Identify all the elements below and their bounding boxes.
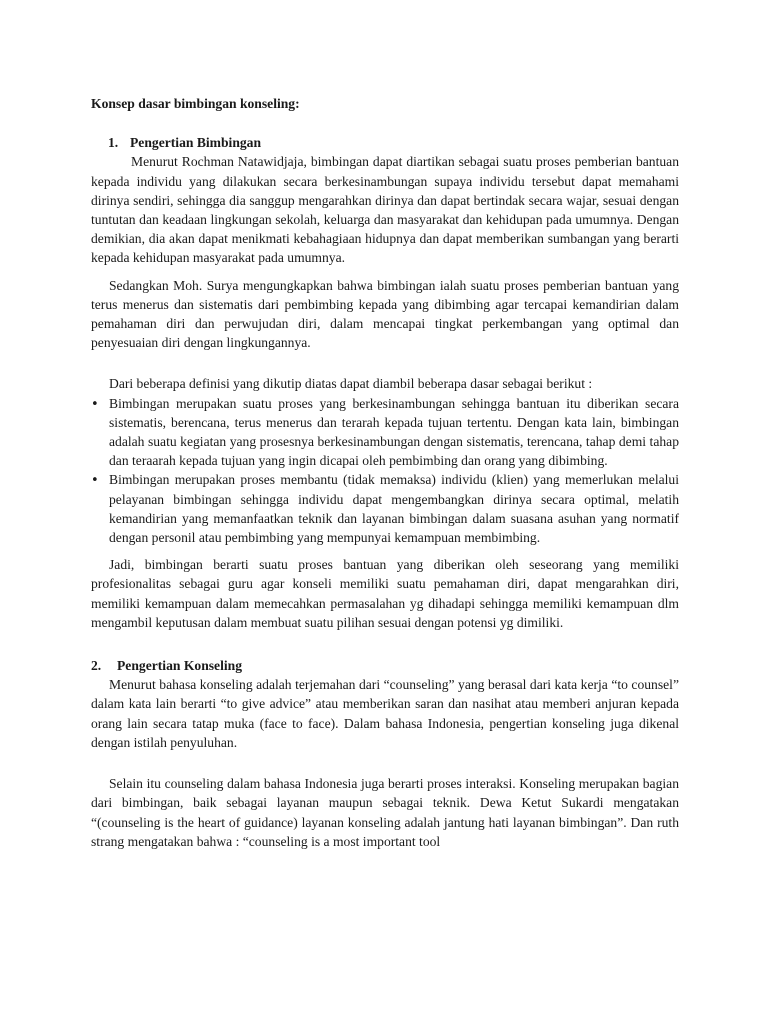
paragraph-selain-itu: Selain itu counseling dalam bahasa Indonesia juga berarti proses interaksi. Konseling merupakan bagian dari bimbingan, baik sebagai layanan maupun sebagai teknik. Dewa Ketut Sukardi mengatakan “(counseling is the heart of guidance) layanan konseling adalah jantung hati layanan bimbingan”. Dan ruth strang mengatakan bahwa : “counseling is a most important tool <box>91 776 679 849</box>
list-item <box>91 394 679 471</box>
section-heading-text: Pengertian Konseling <box>117 658 242 674</box>
section-number: 2. <box>91 658 102 674</box>
list-item-text: Bimbingan merupakan suatu proses yang berkesinambungan sehingga bantuan itu diberikan secara sistematis, berencana, terus menerus dan terarah kepada tujuan tertentu. Dengan kata lain, bimbingan adalah suatu kegiatan yang prosesnya berkesinambungan dengan sistematis, terencana, tahap demi tahap dan teraarah kepada tujuan yang ingin dicapai oleh pembimbing dan orang yang dibimbing. <box>109 395 679 469</box>
list-item-text: Bimbingan merupakan proses membantu (tidak memaksa) individu (klien) yang memerlukan melalui pelayanan bimbingan sehingga individu dapat mengembangkan dirinya secara optimal, melatih kemandirian yang memanfaatkan teknik dan layanan bimbingan dalam suasana asuhan yang normatif dengan personil atau pembimbing yang mempunyai kemampuan membimbing. <box>109 472 679 546</box>
paragraph-rochman: Menurut Rochman Natawidjaja, bimbingan dapat diartikan sebagai suatu proses pemberian bantuan kepada individu yang dilakukan secara berkesinambungan supaya individu tersebut dapat memahami dirinya sendiri, sehingga dia sanggup mengarahkan dirinya dan dapat bertindak secara wajar, sesuai dengan tuntutan dan keadaan lingkungan sekolah, keluarga dan masyarakat dan kehidupan pada umumnya. Dengan demikian, dia akan dapat menikmati kebahagiaan hidupnya dan dapat memberikan sumbangan yang berarti kepada kehidupan masyarakat pada umumnya. <box>91 154 679 266</box>
bullet-list <box>91 394 679 548</box>
paragraph-surya: Sedangkan Moh. Surya mengungkapkan bahwa bimbingan ialah suatu proses pemberian bantuan yang terus menerus dan sistematis dari pembimbing kepada yang dibimbing agar tercapai kemandirian dalam pemahaman diri dan perwujudan diri, dalam mencapai tingkat perkembangan yang optimal dan penyesuaian diri dengan lingkungannya. <box>91 277 679 351</box>
document-page <box>91 94 679 851</box>
section-heading-pengertian-konseling <box>91 656 679 675</box>
bullet-icon <box>91 394 101 414</box>
section-number: 1. <box>108 135 119 151</box>
paragraph-jadi: Jadi, bimbingan berarti suatu proses bantuan yang diberikan oleh seseorang yang memiliki profesionalitas sebagai guru agar konseli memiliki suatu pemahaman diri, dapat mengarahkan diri, memiliki kemampuan dalam memecahkan permasalahan yg dihadapi sehingga memiliki kemampuan dlm mengambil keputusan dalam membuat suatu pilihan sesuai dengan potensi yg dimiliki. <box>91 557 679 630</box>
section-heading-pengertian-bimbingan <box>108 133 679 152</box>
paragraph-menurut-bahasa: Menurut bahasa konseling adalah terjemahan dari “counseling” yang berasal dari kata kerja “to counsel” dalam kata lain berarti “to give advice” atau memberikan saran dan nasihat atau memberi anjuran kepada orang lain secara tatap muka (face to face). Dalam bahasa Indonesia, pengertian konseling juga dikenal dengan istilah penyuluhan. <box>91 677 679 750</box>
list-item <box>91 470 679 547</box>
section-heading-text: Pengertian Bimbingan <box>130 135 262 151</box>
document-title: Konsep dasar bimbingan konseling: <box>91 96 300 111</box>
paragraph-definisi-intro: Dari beberapa definisi yang dikutip diatas dapat diambil beberapa dasar sebagai berikut : <box>109 376 593 392</box>
bullet-icon <box>91 470 101 490</box>
